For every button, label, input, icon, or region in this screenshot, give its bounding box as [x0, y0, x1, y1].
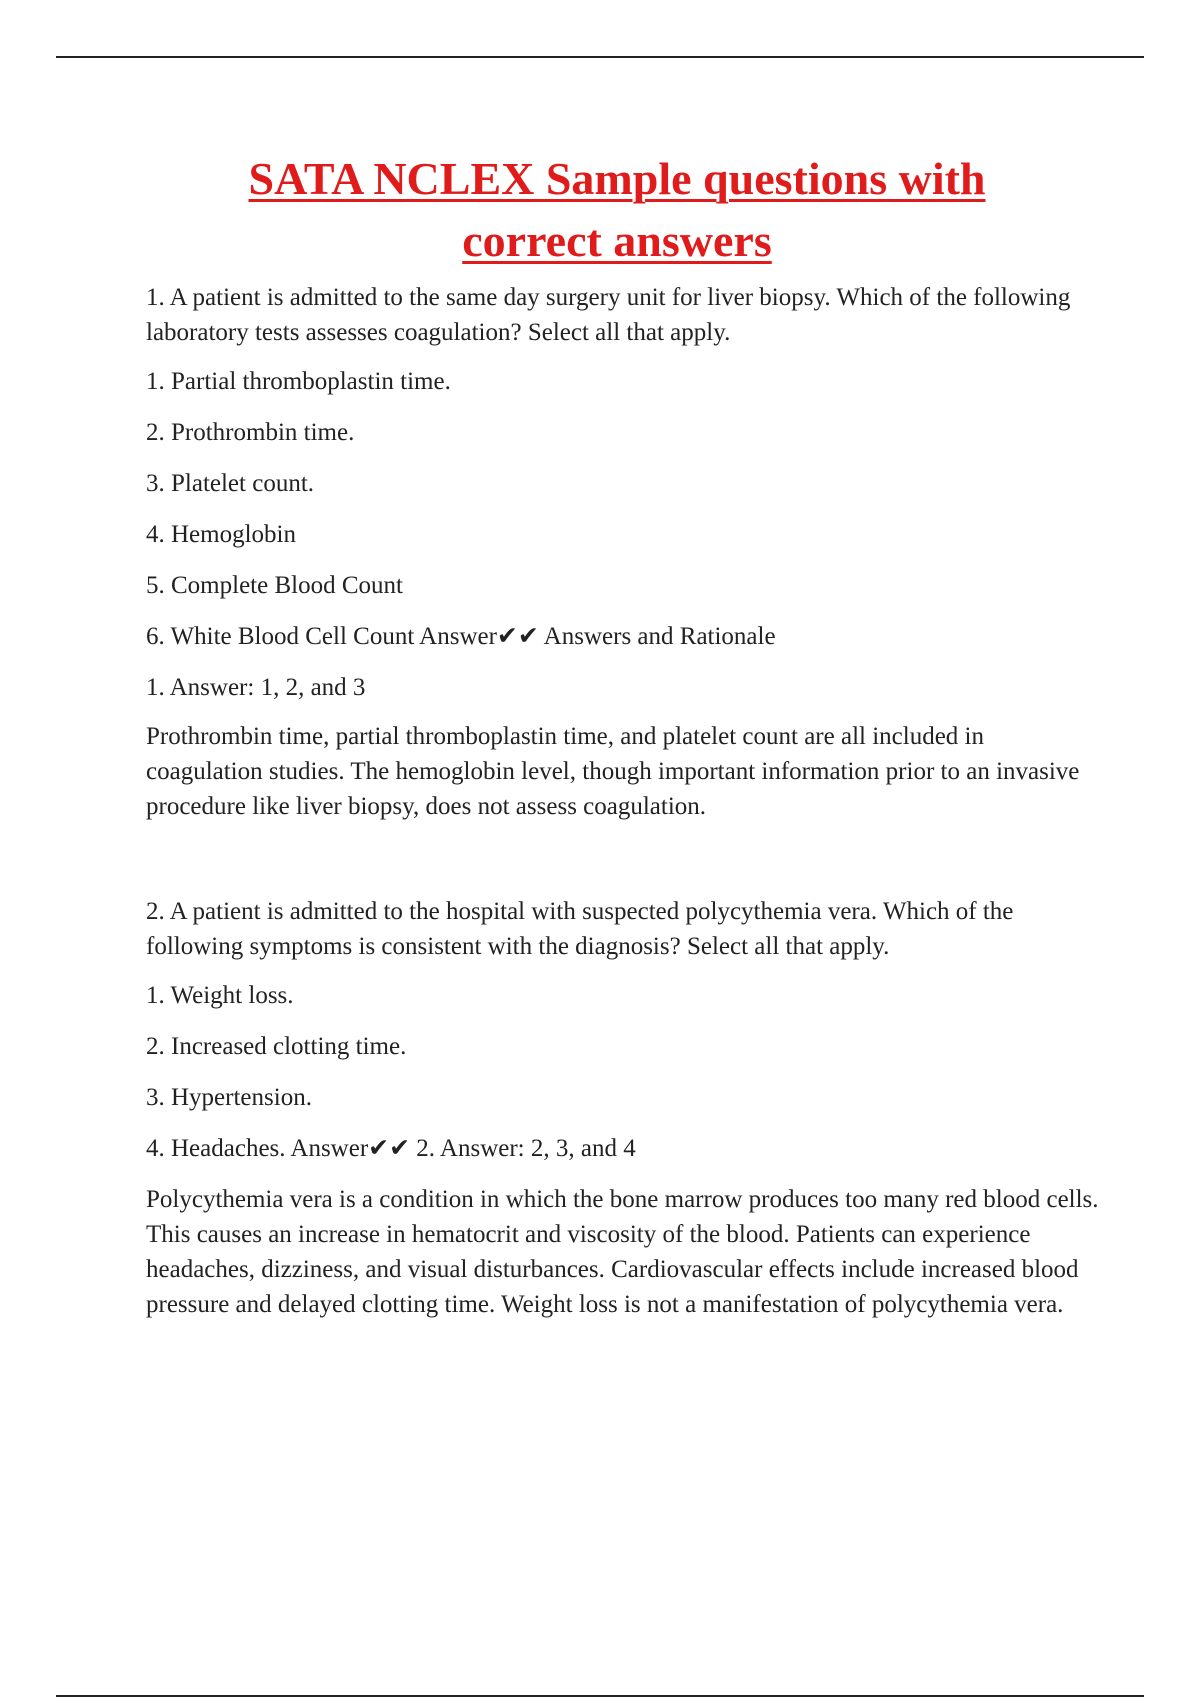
rationale-text: Prothrombin time, partial thromboplastin time, and platelet count are all included in coagulation studies. The hemoglobin level, though important information prior to an invasive procedure like liver biopsy, does not assess coagulation.	[146, 723, 1080, 820]
title-line-1: SATA NCLEX Sample questions with	[248, 153, 986, 204]
answer-option: 5. Complete Blood Count	[146, 572, 403, 599]
correct-answer: 1. Answer: 1, 2, and 3	[146, 674, 366, 701]
question-2	[146, 894, 1106, 1322]
question-1	[146, 280, 1106, 824]
header-rule	[56, 56, 1144, 58]
title-line-2: correct answers	[462, 215, 772, 266]
answer-option: 3. Platelet count.	[146, 470, 315, 497]
answer-option: 4. Headaches. Answer✔✔ 2. Answer: 2, 3, and 4	[146, 1135, 636, 1162]
page-title	[0, 148, 1200, 272]
footer-rule	[56, 1695, 1144, 1697]
answer-option: 3. Hypertension.	[146, 1084, 312, 1111]
answer-option: 2. Prothrombin time.	[146, 419, 355, 446]
answer-option: 2. Increased clotting time.	[146, 1033, 407, 1060]
rationale-text: Polycythemia vera is a condition in which the bone marrow produces too many red blood cells. This causes an increase in hematocrit and viscosity of the blood. Patients can experience headaches, dizziness, and visual disturbances. Cardiovascular effects include increased blood pressure and delayed clotting time. Weight loss is not a manifestation of polycythemia vera.	[146, 1186, 1099, 1318]
document-body	[146, 280, 1106, 1392]
answer-option: 6. White Blood Cell Count Answer✔✔ Answers and Rationale	[146, 623, 776, 650]
answer-option: 1. Partial thromboplastin time.	[146, 368, 451, 395]
answer-option: 1. Weight loss.	[146, 982, 294, 1009]
answer-option: 4. Hemoglobin	[146, 521, 296, 548]
question-stem: 1. A patient is admitted to the same day surgery unit for liver biopsy. Which of the following laboratory tests assesses coagulation? Select all that apply.	[146, 284, 1071, 346]
question-stem: 2. A patient is admitted to the hospital with suspected polycythemia vera. Which of the following symptoms is consistent with the diagnosis? Select all that apply.	[146, 898, 1014, 960]
